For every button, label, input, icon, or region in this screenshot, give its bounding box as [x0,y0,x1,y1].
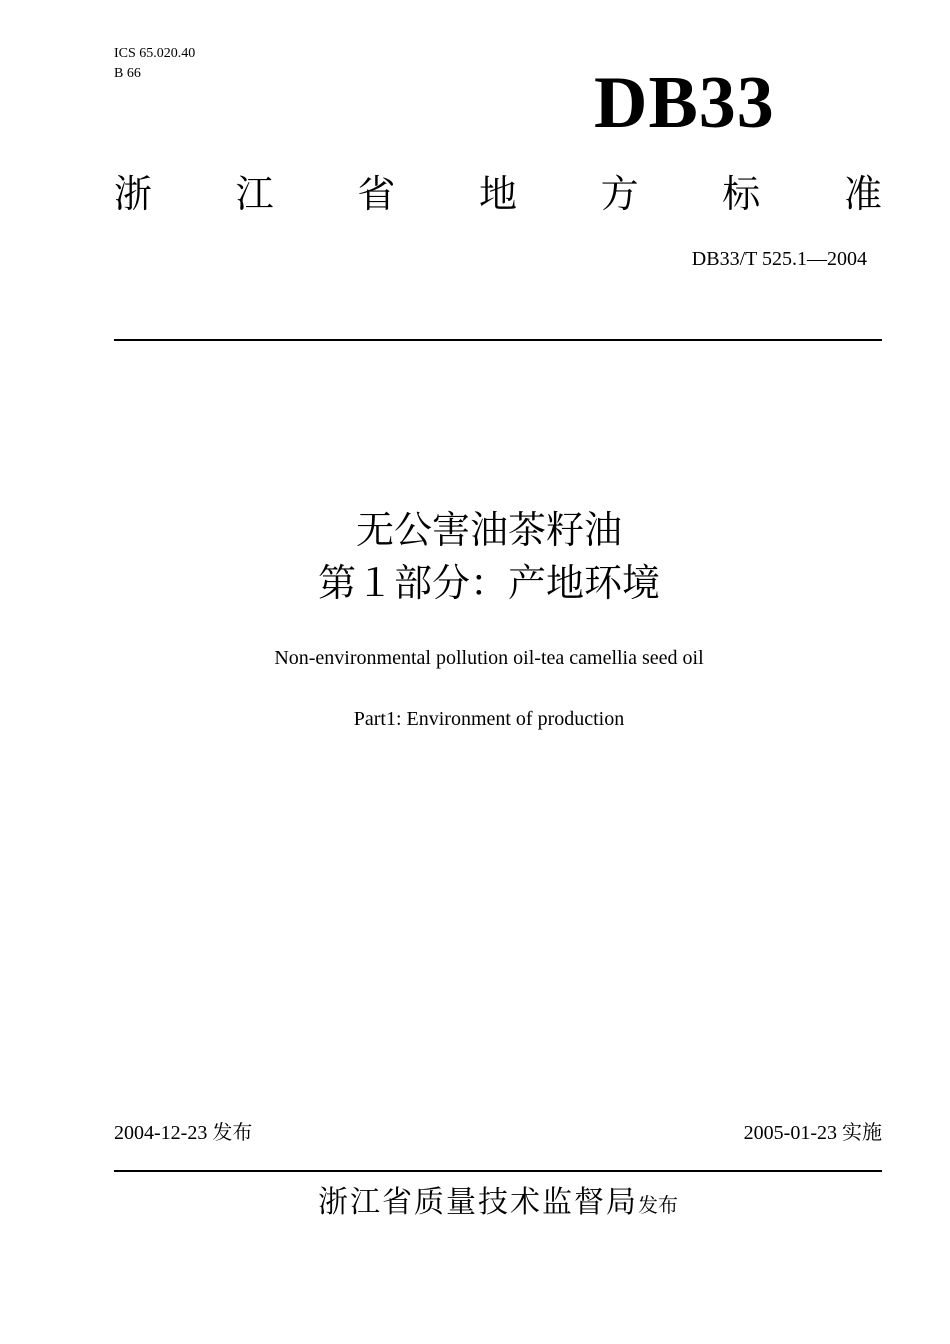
top-divider [114,339,882,341]
issue-date: 2004-12-23 发布 [114,1122,253,1144]
ics-number: ICS 65.020.40 [114,46,196,61]
standard-type-char: 江 [235,172,274,216]
issuer-suffix: 发布 [638,1193,678,1217]
ccs-number: B 66 [114,66,141,81]
chinese-title-line-2: 第１部分：产地环境 [317,561,660,605]
standard-number: DB33/T 525.1—2004 [691,248,867,270]
standard-type-char: 标 [722,172,761,216]
standard-type-char: 地 [478,172,517,216]
implementation-date: 2005-01-23 实施 [743,1122,882,1144]
standard-type-char: 方 [600,172,639,216]
english-title-line-2: Part1: Environment of production [353,708,625,730]
standard-code-logo: DB33 [594,62,775,144]
standard-type-heading [114,168,882,220]
issuer-name: 浙江省质量技术监督局 [318,1185,638,1220]
standard-type-char: 浙 [114,172,153,216]
issuer [114,1180,882,1228]
standard-type-char: 省 [357,172,396,216]
english-title-line-1: Non-environmental pollution oil-tea camellia seed oil [274,647,704,669]
bottom-divider [114,1170,882,1172]
chinese-title-line-1: 无公害油茶籽油 [355,508,622,552]
standard-type-char: 准 [843,172,882,216]
